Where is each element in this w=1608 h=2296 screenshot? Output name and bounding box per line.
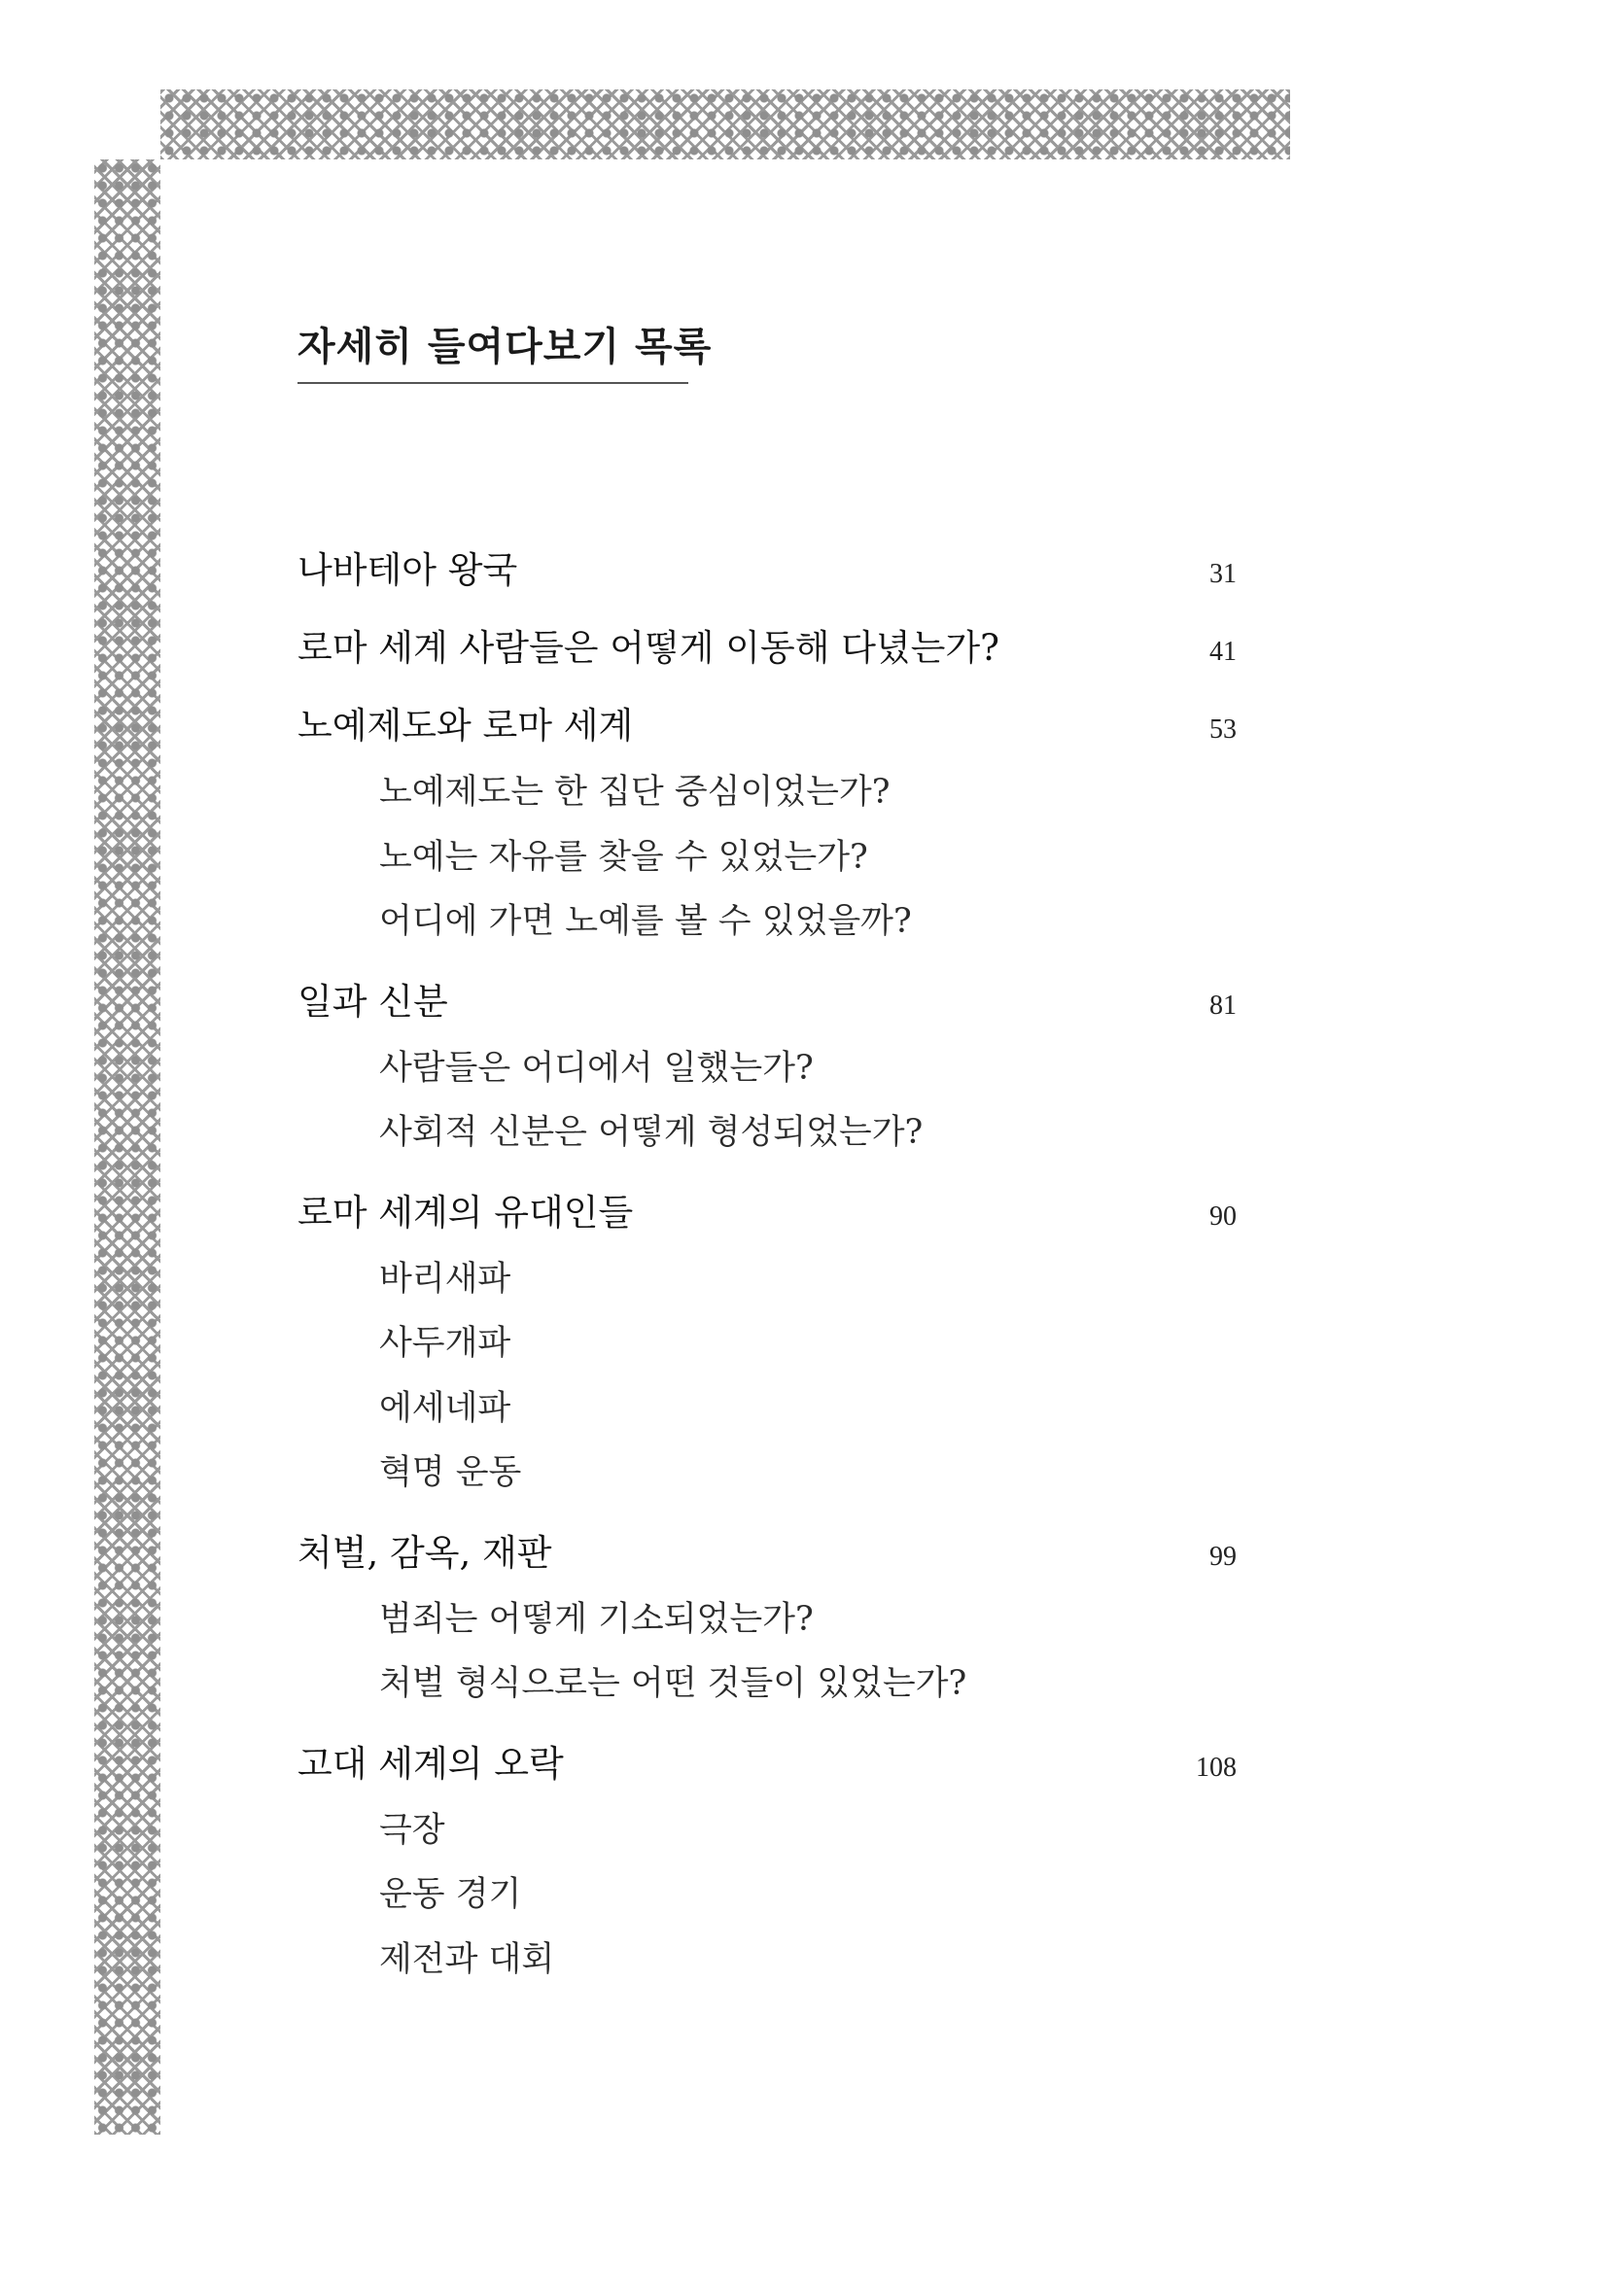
toc-subitem: 사람들은 어디에서 일했는가? <box>379 1048 814 1088</box>
page-title: 자세히 들여다보기 목록 <box>297 325 713 369</box>
toc-subitem: 범죄는 어떻게 기소되었는가? <box>379 1599 814 1639</box>
toc-subitem-list <box>297 760 1241 955</box>
toc-entry-title: 일과 신분 <box>297 980 448 1023</box>
toc-entry-title: 고대 세계의 오락 <box>297 1742 564 1785</box>
toc-section <box>297 544 1241 601</box>
toc-entry[interactable] <box>297 544 1241 601</box>
toc-subitem: 노예는 자유를 찾을 수 있었는가? <box>379 837 868 877</box>
toc-section <box>297 622 1241 678</box>
toc-section <box>297 1738 1241 1993</box>
toc-section <box>297 1527 1241 1717</box>
toc-page-number: 81 <box>1209 990 1237 1021</box>
toc-subitem: 사두개파 <box>379 1324 511 1363</box>
toc-subitem: 노예제도는 한 집단 중심이었는가? <box>379 773 891 812</box>
toc-entry[interactable] <box>297 1187 1241 1243</box>
decorative-border-left <box>94 159 160 2135</box>
toc-page-number: 90 <box>1209 1200 1237 1232</box>
toc-subitem-list <box>297 1798 1241 1993</box>
toc-subitem: 극장 <box>379 1810 445 1850</box>
toc-section <box>297 1187 1241 1506</box>
toc-page-number: 41 <box>1209 637 1237 667</box>
toc-section <box>297 700 1241 955</box>
toc-entry-title: 처벌, 감옥, 재판 <box>297 1531 552 1574</box>
toc-entry-title: 나바테아 왕국 <box>297 549 518 591</box>
decorative-border-top <box>160 89 1290 159</box>
toc-section <box>297 976 1241 1165</box>
toc-entry[interactable] <box>297 700 1241 756</box>
toc-subitem: 바리새파 <box>379 1259 511 1299</box>
toc-subitem: 에세네파 <box>379 1388 511 1428</box>
toc-page-number: 108 <box>1196 1752 1237 1783</box>
toc-page-number: 31 <box>1209 559 1237 589</box>
toc-entry-title: 로마 세계 사람들은 어떻게 이동해 다녔는가? <box>297 627 999 669</box>
toc-subitem-list <box>297 1036 1241 1165</box>
toc-page-number: 53 <box>1209 714 1237 745</box>
title-underline <box>297 382 688 384</box>
toc-subitem-list <box>297 1247 1241 1506</box>
toc-entry[interactable] <box>297 1527 1241 1583</box>
toc-subitem-list <box>297 1587 1241 1717</box>
toc-entry[interactable] <box>297 1738 1241 1794</box>
toc-entry[interactable] <box>297 622 1241 678</box>
toc-subitem: 사회적 신분은 어떻게 형성되었는가? <box>379 1113 924 1152</box>
toc-entry-title: 노예제도와 로마 세계 <box>297 705 634 747</box>
toc-subitem: 혁명 운동 <box>379 1453 522 1492</box>
toc-entry-title: 로마 세계의 유대인들 <box>297 1191 634 1234</box>
toc-subitem: 운동 경기 <box>379 1875 522 1914</box>
toc-subitem: 처벌 형식으로는 어떤 것들이 있었는가? <box>379 1664 967 1703</box>
toc-subitem: 제전과 대회 <box>379 1939 555 1979</box>
toc-entry[interactable] <box>297 976 1241 1032</box>
toc-page-number: 99 <box>1209 1541 1237 1572</box>
table-of-contents <box>297 544 1241 2013</box>
toc-subitem: 어디에 가면 노예를 볼 수 있었을까? <box>379 902 912 941</box>
